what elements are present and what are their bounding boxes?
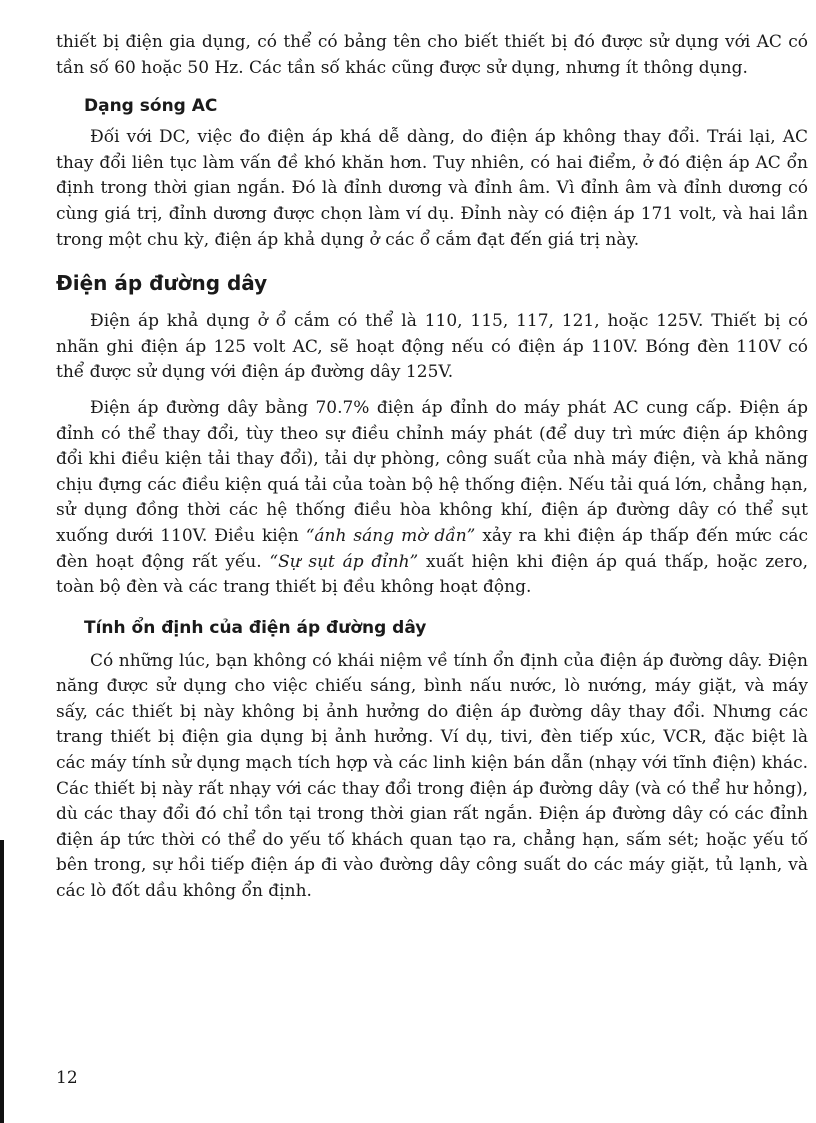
scan-edge-bar xyxy=(0,840,4,1123)
line-voltage-text-a: Điện áp đường dây bằng 70.7% điện áp đỉnh do máy phát AC cung cấp. Điện áp đỉnh có thể thay đổi, tùy theo sự điều chỉnh máy phát (để duy trì mức điện áp không đổi khi điều kiện tải thay đổi), tải dự phòng, công suất của nhà máy điện, và khả năng chịu đựng các điều kiện quá tải của toàn bộ hệ thống điện. Nếu tải quá lớn, chẳng hạn, sử dụng đồng thời các hệ thống điều hòa không khí, điện áp đường dây có thể sụt xuống dưới 110V. Điều kiện xyxy=(56,397,808,546)
term-dimming-light: “ánh sáng mờ dần” xyxy=(305,525,476,546)
document-page xyxy=(56,30,808,905)
stability-paragraph: Có những lúc, bạn không có khái niệm về tính ổn định của điện áp đường dây. Điện năng được sử dụng cho việc chiếu sáng, bình nấu nước, lò nướng, máy giặt, và máy sấy, các thiết bị này không bị ảnh hưởng do điện áp đường dây thay đổi. Nhưng các trang thiết bị điện gia dụng bị ảnh hưởng. Ví dụ, tivi, đèn tiếp xúc, VCR, đặc biệt là các máy tính sử dụng mạch tích hợp và các linh kiện bán dẫn (nhạy với tĩnh điện) khác. Các thiết bị này rất nhạy với các thay đổi trong điện áp đường dây (và có thể hư hỏng), dù các thay đổi đó chỉ tồn tại trong thời gian rất ngắn. Điện áp đường dây có các đỉnh điện áp tức thời có thể do yếu tố khách quan tạo ra, chẳng hạn, sấm sét; hoặc yếu tố bên trong, sự hồi tiếp điện áp đi vào đường dây công suất do các máy giặt, tủ lạnh, và các lò đốt dầu không ổn định. xyxy=(56,650,808,902)
line-voltage-text-b: xảy ra khi điện áp thấp đến mức các đèn hoạt động rất yếu. xyxy=(56,525,808,572)
intro-paragraph: thiết bị điện gia dụng, có thể có bảng tên cho biết thiết bị đó được sử dụng với AC có tần số 60 hoặc 50 Hz. Các tần số khác cũng được sử dụng, nhưng ít thông dụng. xyxy=(56,32,808,78)
heading-ac-waveform: Dạng sóng AC xyxy=(84,96,218,117)
heading-line-voltage-stability: Tính ổn định của điện áp đường dây xyxy=(84,617,427,638)
heading-line-voltage: Điện áp đường dây xyxy=(56,271,268,296)
term-brownout: “Sự sụt áp đỉnh” xyxy=(269,551,419,572)
ac-waveform-paragraph: Đối với DC, việc đo điện áp khá dễ dàng, do điện áp không thay đổi. Trái lại, AC thay đổi liên tục làm vấn đề khó khăn hơn. Tuy nhiên, có hai điểm, ở đó điện áp AC ổn định trong thời gian ngắn. Đó là đỉnh dương và đỉnh âm. Vì đỉnh âm và đỉnh dương có cùng giá trị, đỉnh dương được chọn làm ví dụ. Đỉnh này có điện áp 171 volt, và hai lần trong một chu kỳ, điện áp khả dụng ở các ổ cắm đạt đến giá trị này. xyxy=(56,127,808,250)
page-number: 12 xyxy=(56,1068,78,1088)
line-voltage-paragraph-1: Điện áp khả dụng ở ổ cắm có thể là 110, 115, 117, 121, hoặc 125V. Thiết bị có nhãn ghi điện áp 125 volt AC, sẽ hoạt động nếu có điện áp 110V. Bóng đèn 110V có thể được sử dụng với điện áp đường dây 125V. xyxy=(56,311,808,383)
line-voltage-text-c: xuất hiện khi điện áp quá thấp, hoặc zero, toàn bộ đèn và các trang thiết bị đều không hoạt động. xyxy=(56,551,808,598)
line-voltage-paragraph-2 xyxy=(56,396,808,601)
